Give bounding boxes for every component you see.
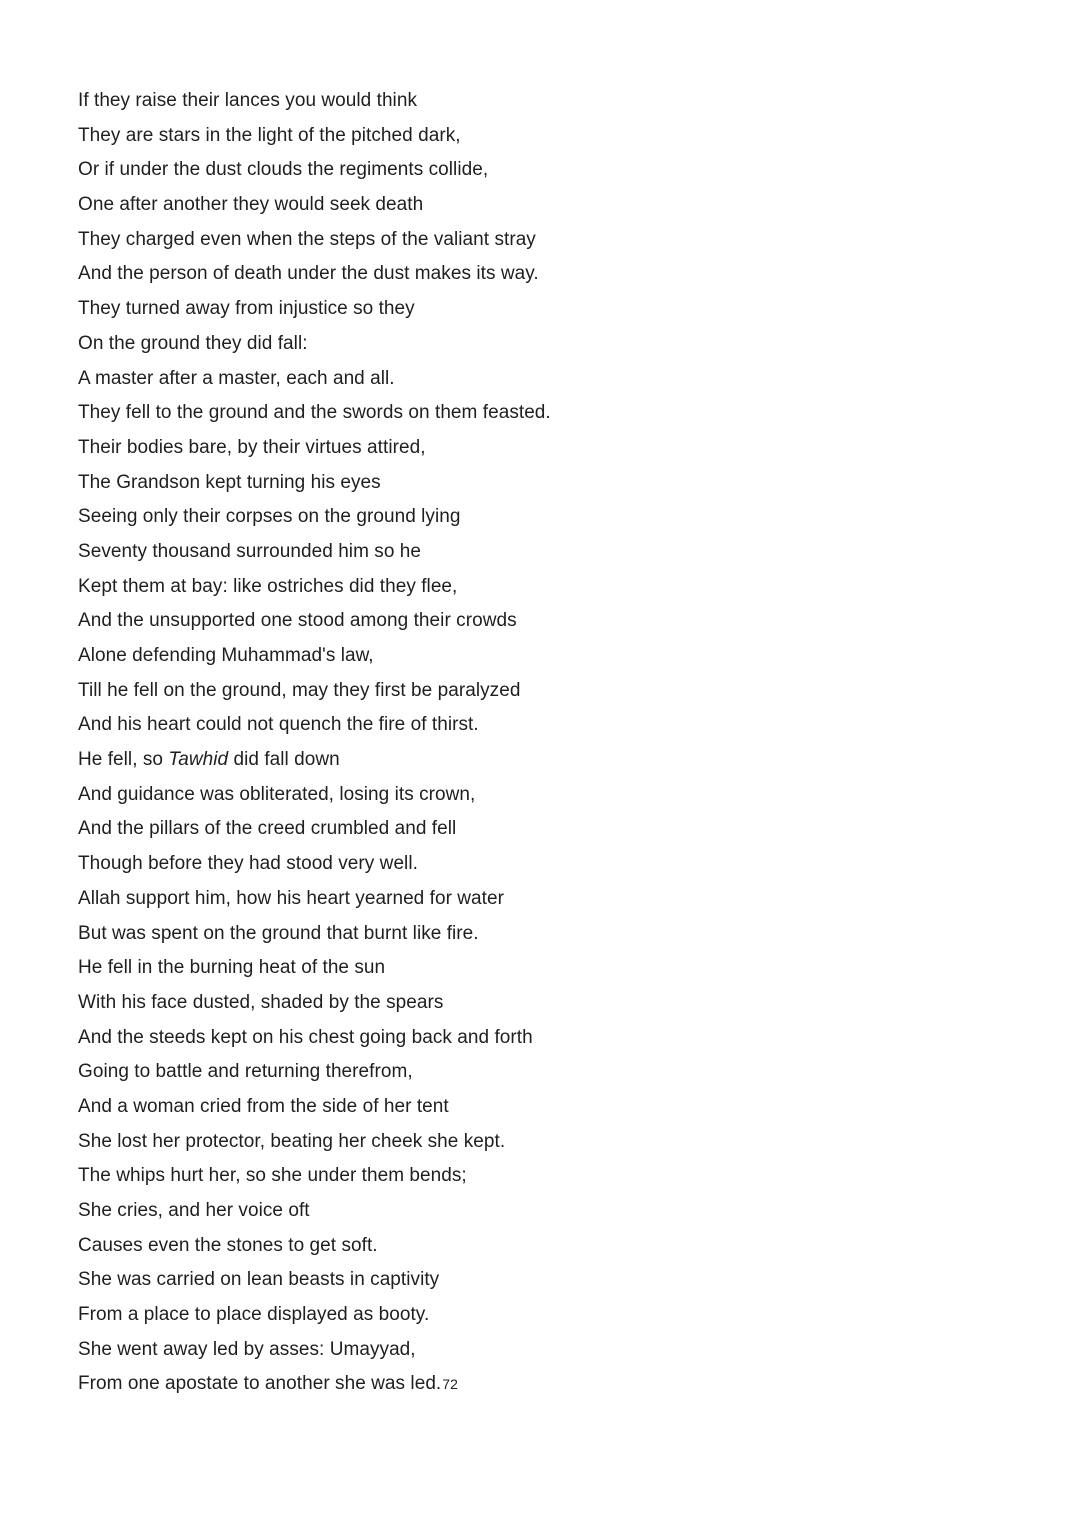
- poem-line: From a place to place displayed as booty.: [78, 1304, 430, 1326]
- poem-line: If they raise their lances you would think: [78, 90, 417, 111]
- poem-line: And his heart could not quench the fire of thirst.: [78, 714, 479, 736]
- poem-line: With his face dusted, shaded by the spears: [78, 991, 444, 1013]
- poem-line: They charged even when the steps of the valiant stray: [78, 228, 536, 250]
- italic-term: Tawhid: [168, 749, 229, 771]
- poem-line: The Grandson kept turning his eyes: [78, 471, 381, 493]
- poem-line: On the ground they did fall:: [78, 332, 308, 354]
- poem-line: She went away led by asses: Umayyad,: [78, 1338, 416, 1360]
- poem-line: She lost her protector, beating her cheek she kept.: [78, 1130, 506, 1152]
- poem-line-text: did fall down: [228, 749, 340, 771]
- poem-line: Their bodies bare, by their virtues attired,: [78, 436, 426, 458]
- poem-line: But was spent on the ground that burnt like fire.: [78, 922, 479, 944]
- poem-line: And the pillars of the creed crumbled and fell: [78, 818, 457, 840]
- poem-line-text: He fell, so: [78, 749, 169, 771]
- poem-line: She cries, and her voice oft: [78, 1200, 310, 1221]
- poem-line: They fell to the ground and the swords on them feasted.: [78, 402, 551, 424]
- poem-line: A master after a master, each and all.: [78, 367, 395, 389]
- poem-line: She was carried on lean beasts in captivity: [78, 1269, 440, 1291]
- poem-line: One after another they would seek death: [78, 194, 424, 216]
- poem-line: They turned away from injustice so they: [78, 298, 415, 320]
- poem-line: Or if under the dust clouds the regiments collide,: [78, 159, 489, 181]
- poem-line: [78, 1371, 978, 1406]
- poem-line: Seventy thousand surrounded him so he: [78, 540, 422, 562]
- poem-line-text: From one apostate to another she was led.: [78, 1373, 442, 1395]
- poem-line: Going to battle and returning therefrom,: [78, 1061, 413, 1083]
- poem-line: Till he fell on the ground, may they first be paralyzed: [78, 679, 521, 701]
- footnote-marker: 72: [442, 1376, 458, 1393]
- poem-line: And the person of death under the dust makes its way.: [78, 263, 539, 285]
- poem-line: Causes even the stones to get soft.: [78, 1234, 378, 1256]
- poem-line: Though before they had stood very well.: [78, 853, 418, 875]
- poem-line: And the steeds kept on his chest going back and forth: [78, 1026, 533, 1048]
- poem-line: And guidance was obliterated, losing its crown,: [78, 783, 476, 805]
- poem-line: They are stars in the light of the pitched dark,: [78, 124, 461, 146]
- poem-line: Alone defending Muhammad's law,: [78, 645, 374, 666]
- poem-line: Seeing only their corpses on the ground lying: [78, 506, 461, 528]
- poem-line: Allah support him, how his heart yearned for water: [78, 887, 504, 909]
- poem-line: And a woman cried from the side of her tent: [78, 1095, 449, 1117]
- poem-line: [78, 747, 978, 782]
- poem-line: Kept them at bay: like ostriches did they flee,: [78, 575, 458, 597]
- poem-line: He fell in the burning heat of the sun: [78, 957, 386, 979]
- poem-text: [78, 88, 978, 1406]
- poem-line: And the unsupported one stood among their crowds: [78, 610, 517, 632]
- poem-line: The whips hurt her, so she under them bends;: [78, 1165, 467, 1187]
